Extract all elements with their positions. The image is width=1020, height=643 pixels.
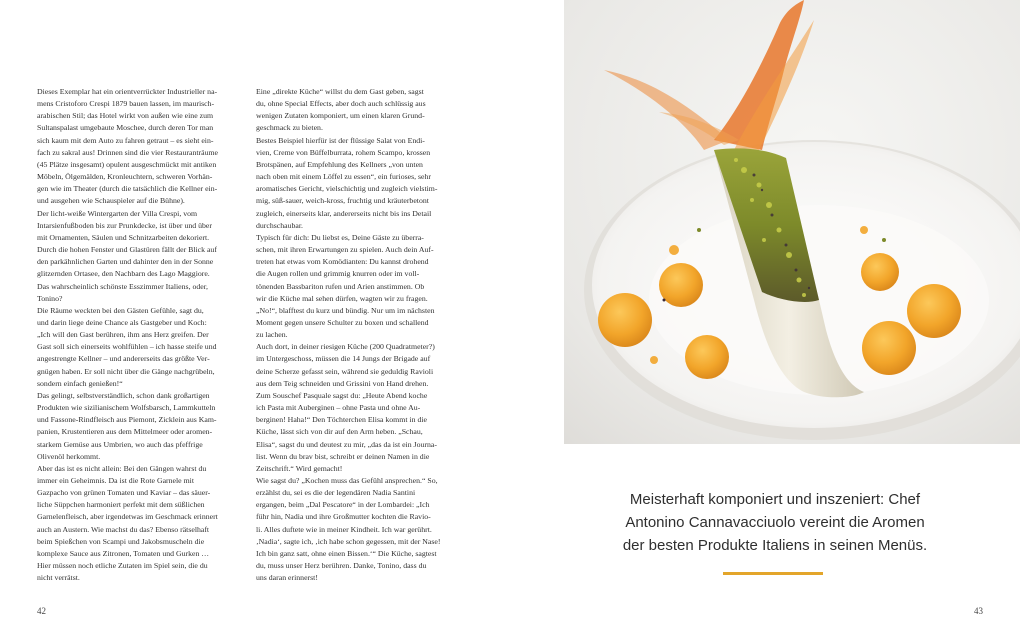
body-text-line: aromatisches Gericht, vielschichtig und zugleich vielstim-: [256, 184, 438, 194]
body-text-line: berginen! Haha!“ Den Töchterchen Elisa kommt in die: [256, 415, 427, 425]
body-text-line: sich kaum mit dem Auto zu fahren getraut – es sieht ein-: [37, 135, 214, 145]
body-text-line: „No!“, blafftest du kurz und bündig. Nur um im nächsten: [256, 305, 435, 315]
body-text-line: uns daran erinnerst!: [256, 573, 318, 583]
body-text-line: Das gelingt, selbstverständlich, schon dank großartigen: [37, 390, 210, 400]
body-text-line: mit Ornamenten, Säulen und Schnitzarbeiten dekoriert.: [37, 232, 210, 242]
body-text-line: im Untergeschoss, müssen die 14 Jungs der Brigade auf: [256, 354, 431, 364]
body-text-line: Aber das ist es nicht allein: Bei den Gängen wahrst du: [37, 463, 207, 473]
body-text-line: liche Süppchen harmoniert perfekt mit dem süßlichen: [37, 500, 205, 510]
body-text-line: Elisa“, sagst du und deutest zu mir, „das da ist ein Journa-: [256, 439, 437, 449]
dish-photo: [564, 0, 1020, 444]
body-text-line: und darin liege deine Chance als Gastgeber und Koch:: [37, 317, 207, 327]
body-text-line: Typisch für dich: Du liebst es, Deine Gäste zu überra-: [256, 232, 424, 242]
body-text-line: Brotspänen, auf Empfehlung des Kellners „von unten: [256, 159, 423, 169]
body-text-line: Olivenöl herkommt.: [37, 451, 101, 461]
body-text-line: führ hin, Nadia und ihre Großmutter kochten die Ravio-: [256, 512, 431, 522]
body-text-line: Möbeln, Ölgemälden, Kronleuchtern, schweren Vorhän-: [37, 172, 213, 182]
body-text-line: Dieses Exemplar hat ein orientverrückter Industrieller na-: [37, 87, 218, 96]
caption-line: Meisterhaft komponiert und inszeniert: Chef: [629, 491, 921, 508]
body-text-line: gnügen haben. Er soll nicht über die Gänge nachgrübeln,: [37, 366, 215, 376]
body-text-line: wir die Küche mal sehen dürfen, wagten wir zu fragen.: [256, 293, 428, 303]
body-text-line: Moment gegen unsere Schulter zu boxen und schallend: [256, 317, 429, 327]
body-text-line: Ich bin ganz satt, ohne einen Bissen.‘“ Die Küche, sagtest: [256, 548, 437, 558]
body-text-line: Auch dort, in deiner riesigen Küche (200 Quadratmeter?): [256, 342, 435, 352]
body-text-line: Hier müssen noch etliche Zutaten im Spiel sein, die du: [37, 561, 208, 571]
body-text-line: nicht verrätst.: [37, 573, 80, 583]
body-text-line: du, ohne Special Effects, aber doch auch schlüssig aus: [256, 99, 426, 109]
body-text-line: zugleich, einerseits klar, andererseits nicht bis ins Detail: [256, 208, 432, 218]
body-text-line: aus dem Teig schneiden und Grissini von Hand drehen.: [256, 378, 429, 388]
body-text-line: Sultanspalast umgebaute Moschee, durch deren Tor man: [37, 123, 214, 133]
body-text-line: deine Scherze gefasst sein, während sie geduldig Ravioli: [256, 366, 434, 376]
body-text-line: glitzernden Ortasee, den Nachbarn des Lago Maggiore.: [37, 269, 210, 279]
body-text-line: panien, Krustentieren aus dem Mittelmeer oder aromen-: [37, 427, 213, 437]
body-text-line: mig, süß-sauer, weich-kross, fruchtig und kräuterbetont: [256, 196, 429, 206]
body-text-line: arabischen Stil; das Hotel wirkt von außen wie eine zum: [37, 111, 214, 121]
text-column-2: [256, 86, 460, 584]
photo-caption: [600, 488, 950, 557]
page-number-left: 42: [37, 606, 46, 616]
body-text-line: „Ich will den Gast berühren, ihm ans Herz greifen. Der: [37, 330, 209, 340]
body-text-line: immer ein Geheimnis. Da ist die Rote Garnele mit: [37, 476, 194, 485]
caption-accent-rule: [723, 572, 823, 575]
body-text-line: du, muss unser Herz berühren. Danke, Tonino, dass du: [256, 561, 427, 571]
body-text-line: Der licht-weiße Wintergarten der Villa Crespi, vom: [37, 208, 198, 218]
body-text-line: vien, Creme von Büffelburrata, rohem Scampo, krossen: [256, 147, 431, 157]
body-text-line: Eine „direkte Küche“ willst du dem Gast geben, sagst: [256, 87, 424, 96]
body-text-line: (45 Plätze insgesamt) opulent ausgeschmückt mit antiken: [37, 159, 217, 169]
body-text-line: Gast soll sich einerseits wohlfühlen – ich hasse steife und: [37, 342, 217, 352]
text-column-1: [37, 86, 237, 584]
body-text-line: nach oben mit einem Löffel zu essen“, ein furioses, sehr: [256, 172, 432, 182]
body-text-line: gen wie im Theater (durch die tatsächlich die Kellner ein-: [37, 184, 218, 194]
body-text-line: die Augen rollen und grimmig knurren oder im voll-: [256, 269, 420, 279]
body-text-line: Bestes Beispiel hierfür ist der flüssige Salat von Endi-: [256, 135, 425, 145]
body-text-line: geschmack zu bieten.: [256, 123, 323, 133]
body-text-line: Tonino?: [37, 293, 63, 303]
body-text-line: ergangen, beim „Dal Pescatore“ in der Lombardei: „Ich: [256, 500, 430, 510]
body-text-line: schen, mit ihren Erwartungen zu spielen. Auch dein Auf-: [256, 245, 434, 255]
body-text-line: fach zu sakral aus! Drinnen sind die vier Restauranträume: [37, 147, 218, 157]
body-text-line: wenigen Zutaten komponiert, um einen klaren Grund-: [256, 111, 425, 121]
body-text-line: sondern einfach genießen!“: [37, 378, 123, 388]
body-text-line: angestrengte Kellner – und andererseits das größte Ver-: [37, 354, 210, 364]
page-number-right: 43: [974, 606, 983, 616]
body-text-line: ‚Nadia‘, sagte ich, ‚ich habe schon gegessen, mit der Nase!: [256, 536, 441, 546]
body-text-line: zu lachen.: [256, 330, 288, 340]
body-text-line: komplexe Sauce aus Zitronen, Tomaten und Gurken …: [37, 548, 210, 558]
body-text-line: durchschaubar.: [256, 220, 303, 230]
body-text-line: Die Räume weckten bei den Gästen Gefühle, sagt du,: [37, 305, 204, 315]
body-text-line: Zum Souschef Pasquale sagst du: „Heute Abend koche: [256, 390, 428, 400]
caption-line: der besten Produkte Italiens in seinen Menüs.: [622, 537, 928, 554]
body-text-line: und ausgehen wie Schauspieler auf die Bühne).: [37, 196, 185, 206]
body-text-line: und Fassone-Rindfleisch aus Piemont, Zicklein aus Kam-: [37, 415, 217, 425]
body-text-line: li. Alles duftete wie in meiner Kindheit. Ich war gerührt.: [256, 524, 432, 534]
body-text-line: auch an Austern. Wie machst du das? Ebenso rätselhaft: [37, 524, 210, 534]
body-text-line: erzählst du, sei es die der legendären Nadia Santini: [256, 488, 416, 498]
body-text-line: treten hat etwas vom Komödianten: Du kannst drohend: [256, 257, 429, 267]
body-text-line: Durch die hohen Fenster und Glastüren fällt der Blick auf: [37, 245, 217, 255]
body-text-line: ich Pasta mit Auberginen – ohne Pasta und ohne Au-: [256, 403, 421, 413]
body-text-line: beim Spießchen von Scampi und Jakobsmuscheln die: [37, 536, 205, 546]
body-text-line: Küche, lässt sich von dir auf den Arm heben. „Schau,: [256, 427, 423, 437]
body-text-line: Intarsienfußboden bis zur Prunkdecke, ist über und über: [37, 220, 212, 230]
body-text-line: den parkähnlichen Garten und dahinter den in der Sonne: [37, 257, 214, 267]
body-text-line: mens Cristoforo Crespi 1879 bauen lassen, im maurisch-: [37, 99, 215, 109]
body-text-line: tönenden Bassbariton rufen und Arien anstimmen. Ob: [256, 281, 425, 291]
caption-line: Antonino Cannavacciuolo vereint die Aromen: [625, 514, 925, 531]
body-text-line: Zeitschrift.“ Wird gemacht!: [256, 463, 343, 473]
body-text-line: Gazpacho von grünen Tomaten und Kaviar – das säuer-: [37, 488, 211, 498]
body-text-line: Garnelenfleisch, aber irgendetwas im Geschmack erinnert: [37, 512, 218, 522]
body-text-line: Das wahrscheinlich schönste Esszimmer Italiens, oder,: [37, 281, 208, 291]
body-text-line: list. Wenn du brav bist, schreibt er deinen Namen in die: [256, 451, 430, 461]
body-text-line: Produkten wie sizilianischem Wolfsbarsch, Lammkutteln: [37, 403, 216, 413]
body-text-line: starkem Gemüse aus Umbrien, wo auch das pfeffrige: [37, 439, 203, 449]
body-text-line: Wie sagst du? „Kochen muss das Gefühl ansprechen.“ So,: [256, 476, 438, 485]
